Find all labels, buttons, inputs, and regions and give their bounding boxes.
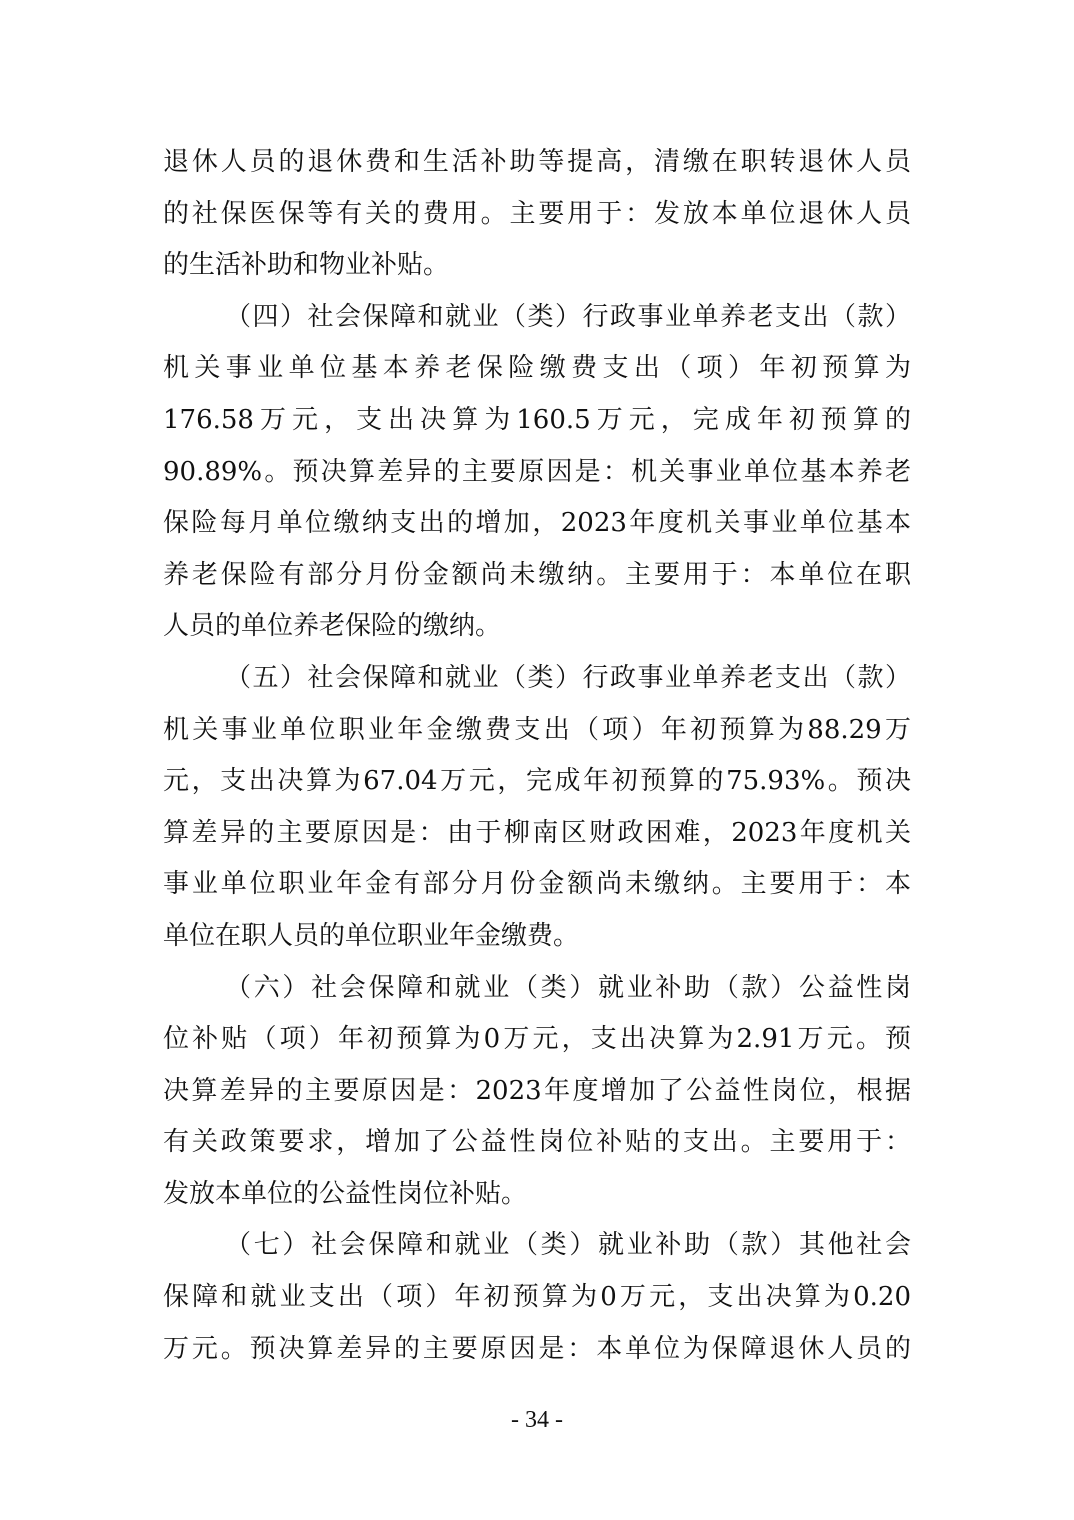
section-heading-line: （六）社会保障和就业（类）就业补助（款）公益性岗 (225, 972, 911, 1003)
text-line: 单位在职人员的单位职业年金缴费。 (163, 920, 580, 951)
text-line: 的社保医保等有关的费用。主要用于：发放本单位退休人员 (163, 198, 911, 229)
section-heading-line: （七）社会保障和就业（类）就业补助（款）其他社会 (225, 1230, 911, 1261)
text-line: 机关事业单位基本养老保险缴费支出（项）年初预算为 (163, 353, 911, 384)
text-line: 养老保险有部分月份金额尚未缴纳。主要用于：本单位在职 (163, 559, 911, 590)
text-line: 事业单位职业年金有部分月份金额尚未缴纳。主要用于：本 (163, 869, 911, 900)
text-line: 机关事业单位职业年金缴费支出（项）年初预算为88.29万 (163, 714, 911, 745)
text-line: 发放本单位的公益性岗位补贴。 (163, 1178, 528, 1209)
text-line: 176.58万元，支出决算为160.5万元，完成年初预算的 (163, 404, 911, 435)
text-line: 退休人员的退休费和生活补助等提高，清缴在职转退休人员 (163, 147, 911, 177)
text-line: 位补贴（项）年初预算为0万元，支出决算为2.91万元。预 (163, 1024, 911, 1055)
text-line: 人员的单位养老保险的缴纳。 (163, 611, 502, 642)
text-line: 有关政策要求，增加了公益性岗位补贴的支出。主要用于： (163, 1127, 911, 1158)
text-line: 决算差异的主要原因是：2023年度增加了公益性岗位，根据 (163, 1075, 911, 1106)
text-line: 万元。预决算差异的主要原因是：本单位为保障退休人员的 (163, 1333, 911, 1364)
text-line: 算差异的主要原因是：由于柳南区财政困难，2023年度机关 (163, 817, 911, 848)
page-number: - 34 - (511, 1407, 563, 1433)
section-heading-line: （四）社会保障和就业（类）行政事业单养老支出（款） (225, 301, 911, 332)
text-line: 的生活补助和物业补贴。 (163, 250, 450, 281)
text-line: 90.89%。预决算差异的主要原因是：机关事业单位基本养老 (163, 456, 911, 487)
text-line: 保险每月单位缴纳支出的增加，2023年度机关事业单位基本 (163, 508, 911, 539)
text-line: 保障和就业支出（项）年初预算为0万元，支出决算为0.20 (163, 1282, 911, 1313)
text-line: 元，支出决算为67.04万元，完成年初预算的75.93%。预决 (163, 766, 911, 797)
section-heading-line: （五）社会保障和就业（类）行政事业单养老支出（款） (225, 662, 911, 693)
body-text (163, 137, 911, 1375)
